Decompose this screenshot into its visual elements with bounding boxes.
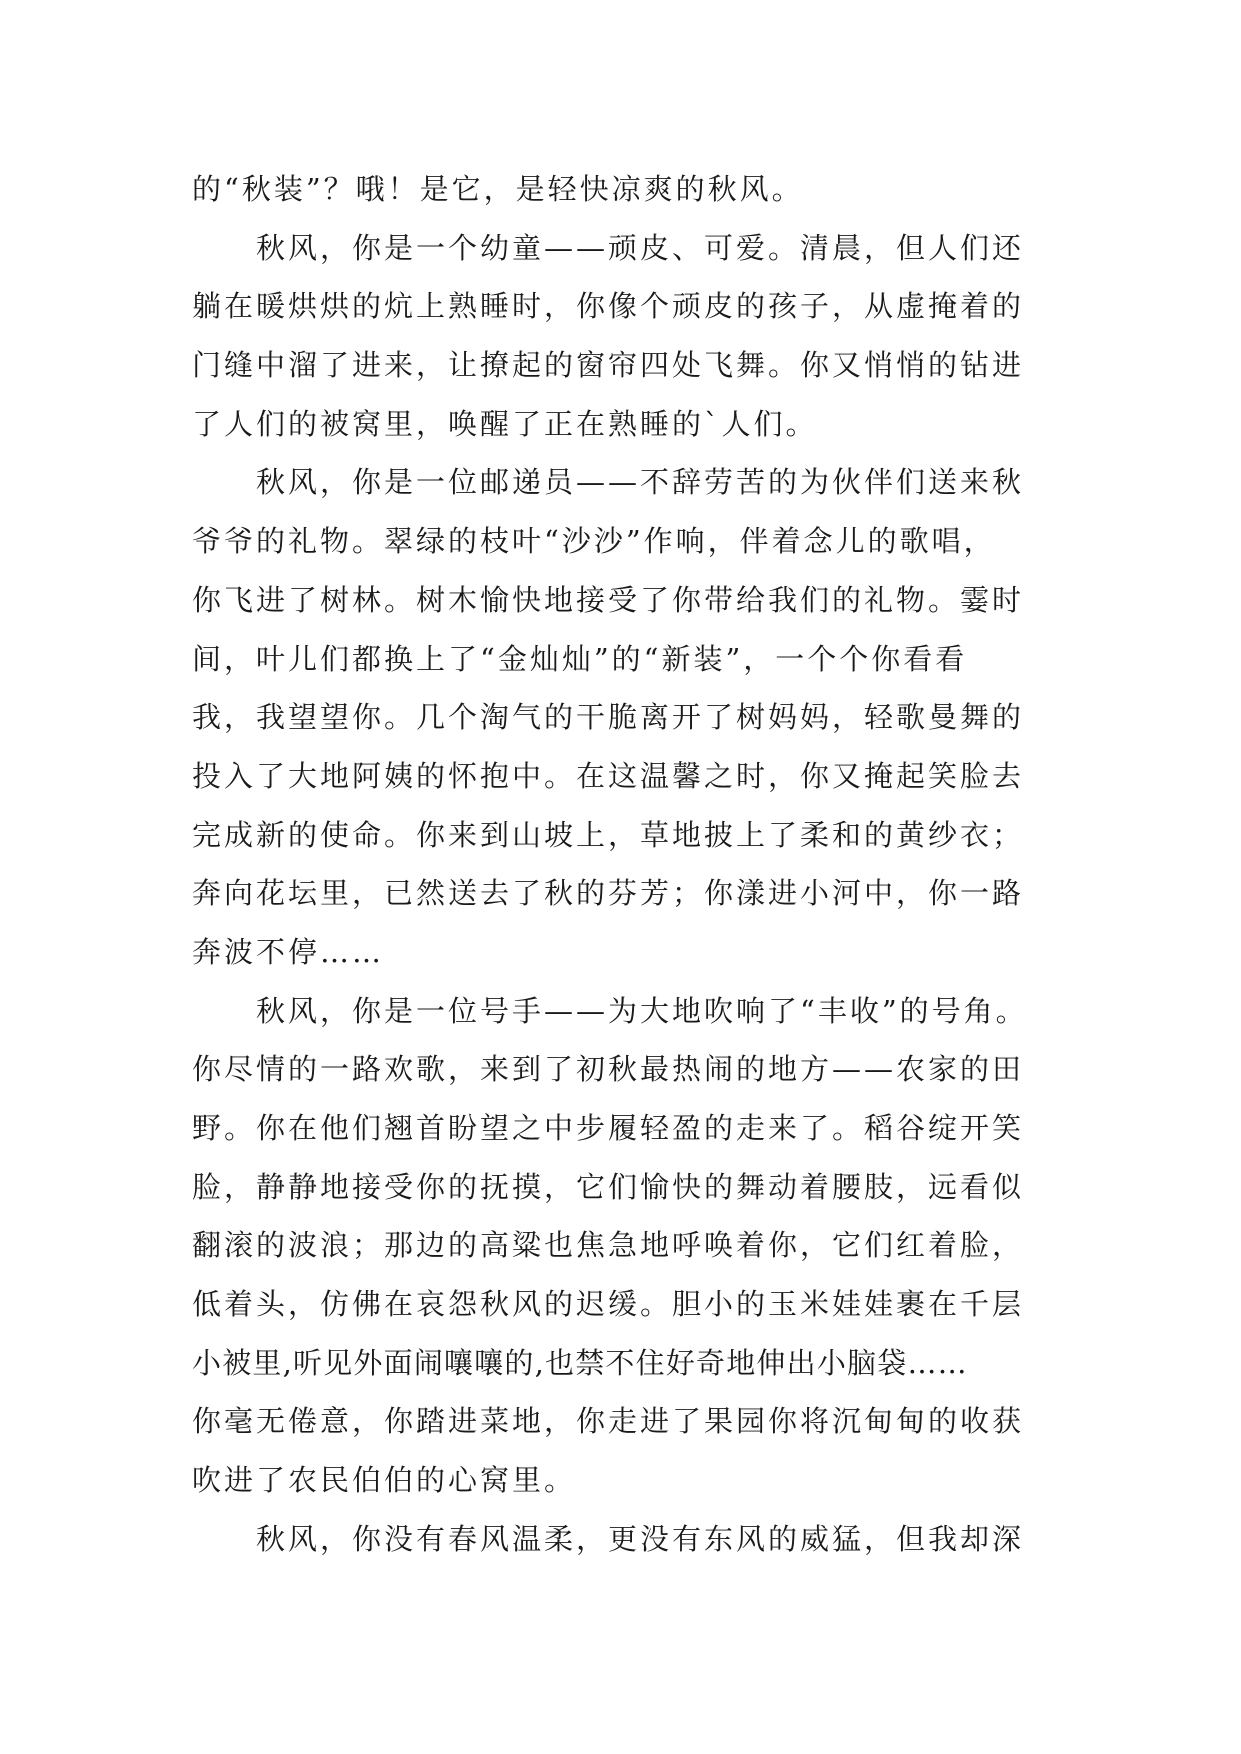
text-line: 躺在暖烘烘的炕上熟睡时，你像个顽皮的孩子，从虚掩着的	[192, 289, 1025, 324]
text-line: 奔波不停……	[192, 934, 385, 969]
text-line: 门缝中溜了进来，让撩起的窗帘四处飞舞。你又悄悄的钻进	[192, 348, 1025, 383]
text-line: 吹进了农民伯伯的心窝里。	[192, 1463, 577, 1498]
text-line: 脸，静静地接受你的抚摸，它们愉快的舞动着腰肢，远看似	[192, 1169, 1025, 1204]
body-text	[192, 160, 1052, 1569]
text-line: 奔向花坛里，已然送去了秋的芬芳；你漾进小河中，你一路	[192, 876, 1025, 911]
text-line: 了人们的被窝里，唤醒了正在熟睡的`人们。	[192, 406, 818, 441]
text-line: 小被里,听见外面闹嚷嚷的,也禁不住好奇地伸出小脑袋……	[192, 1345, 968, 1380]
text-line: 你尽情的一路欢歌，来到了初秋最热闹的地方——农家的田	[192, 1052, 1025, 1087]
text-line: 我，我望望你。几个淘气的干脆离开了树妈妈，轻歌曼舞的	[192, 700, 1025, 735]
text-line: 野。你在他们翘首盼望之中步履轻盈的走来了。稻谷绽开笑	[192, 1111, 1025, 1145]
text-line: 秋风，你是一个幼童——顽皮、可爱。清晨，但人们还	[256, 230, 1025, 265]
text-line: 的“秋装”？哦！是它，是轻快凉爽的秋风。	[192, 172, 804, 206]
text-line: 秋风，你是一位邮递员——不辞劳苦的为伙伴们送来秋	[256, 465, 1025, 500]
text-line: 爷爷的礼物。翠绿的枝叶“沙沙”作响，伴着念儿的歌唱，	[192, 524, 996, 559]
text-line: 完成新的使命。你来到山坡上，草地披上了柔和的黄纱衣；	[192, 817, 1025, 852]
text-line: 秋风，你没有春风温柔，更没有东风的威猛，但我却深	[256, 1521, 1025, 1556]
text-line: 你飞进了树林。树木愉快地接受了你带给我们的礼物。霎时	[192, 582, 1025, 617]
text-line: 低着头，仿佛在哀怨秋风的迟缓。胆小的玉米娃娃裹在千层	[192, 1287, 1025, 1322]
text-line: 翻滚的波浪；那边的高粱也焦急地呼唤着你，它们红着脸，	[192, 1228, 1025, 1263]
text-line: 你毫无倦意，你踏进菜地，你走进了果园你将沉甸甸的收获	[192, 1404, 1025, 1439]
text-line: 秋风，你是一位号手——为大地吹响了“丰收”的号角。	[256, 993, 1028, 1028]
text-line: 间，叶儿们都换上了“金灿灿”的“新装”，一个个你看看	[192, 641, 968, 676]
text-line: 投入了大地阿姨的怀抱中。在这温馨之时，你又掩起笑脸去	[192, 758, 1025, 793]
